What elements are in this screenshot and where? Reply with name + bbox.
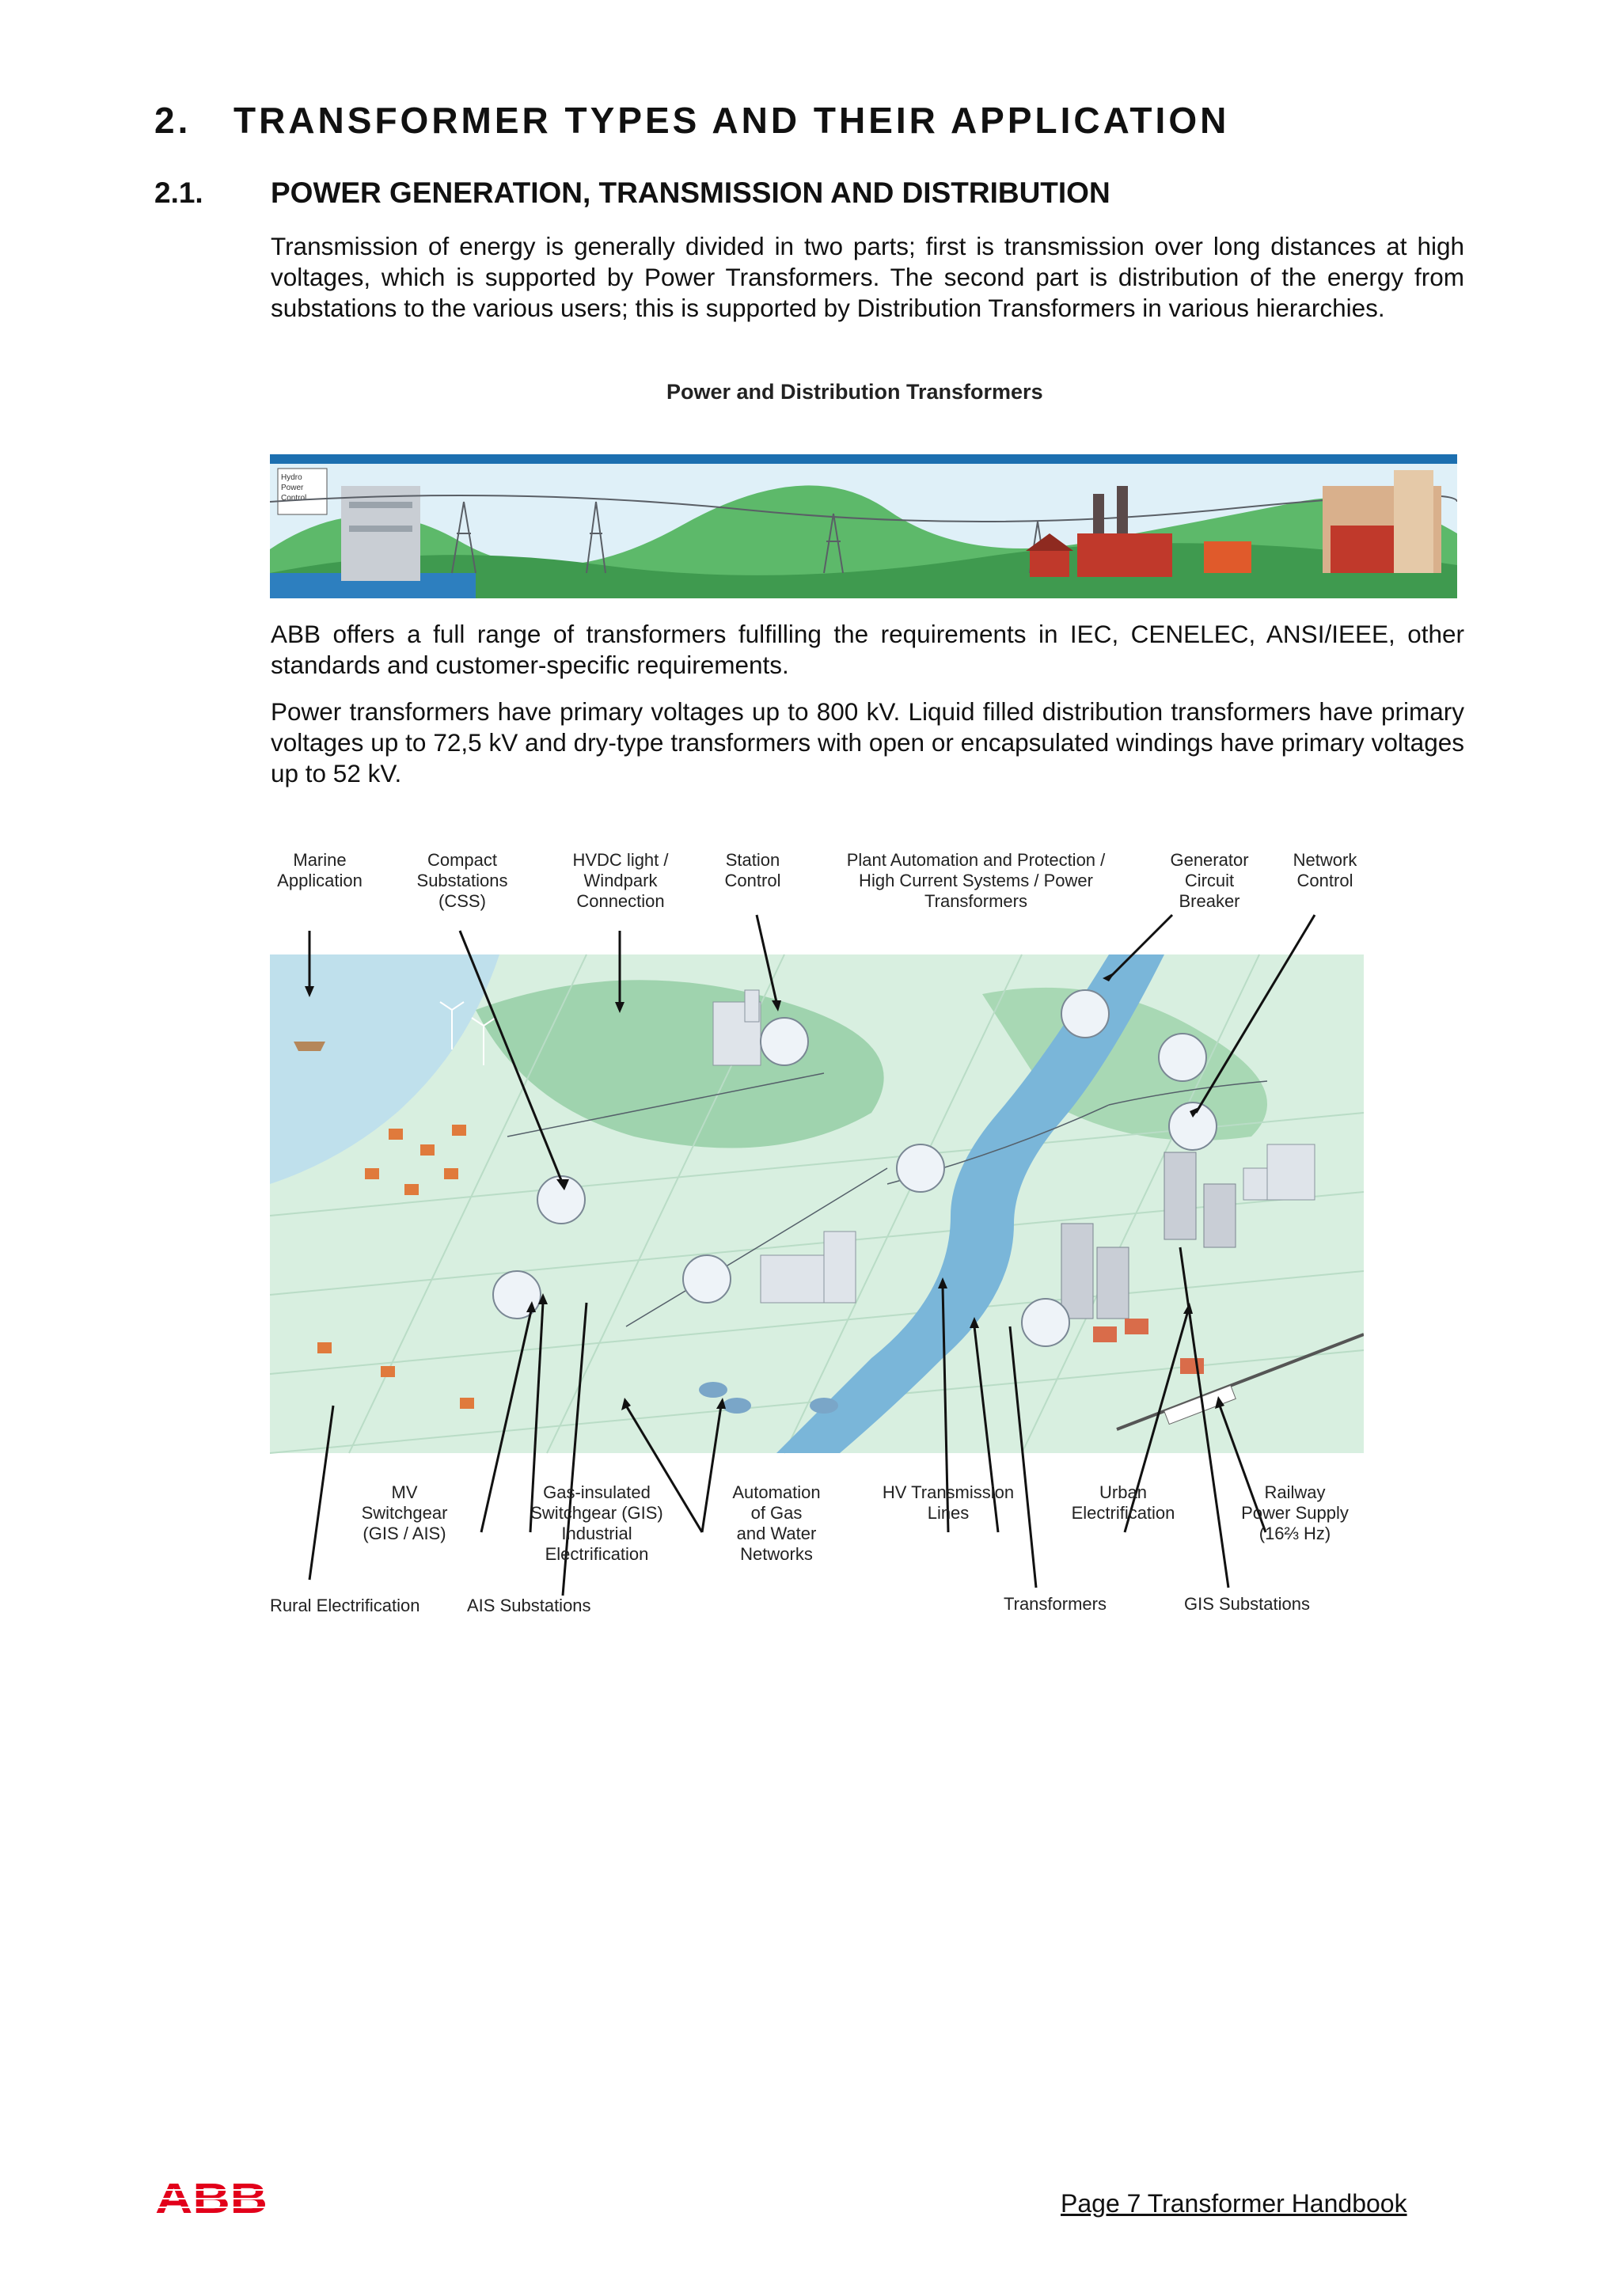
paragraph-standards: ABB offers a full range of transformers fulfilling the requirements in IEC, CENELEC, ANSI/IEEE, other standards and customer-specific requirements.	[271, 620, 1464, 679]
label-network-control: Network Control	[1293, 850, 1357, 890]
label-compact-substations: Compact Substations (CSS)	[416, 850, 508, 911]
label-transformers: Transformers	[1004, 1594, 1107, 1614]
paragraph-transmission: Transmission of energy is generally divided in two parts; first is transmission over long distances at high voltages, which is supported by Power Transformers. The second part is distribution of the energy from substations to the various users; this is supported by Distribution Transformers in various hierarchies.	[271, 232, 1464, 322]
label-gis-substations: GIS Substations	[1184, 1594, 1310, 1614]
banner-sign-line-1: Hydro	[281, 473, 302, 482]
label-generator-circuit-breaker: Generator Circuit Breaker	[1170, 850, 1249, 911]
abb-logo	[155, 2178, 269, 2218]
page-footer: Page 7 Transformer Handbook	[1061, 2189, 1407, 2218]
label-railway-power-supply: Railway Power Supply (16⅔ Hz)	[1241, 1482, 1349, 1543]
subsection-number: 2.1.	[154, 176, 203, 209]
label-hv-transmission-lines: HV Transmission Lines	[882, 1482, 1015, 1523]
section-number: 2.	[154, 100, 192, 141]
label-urban-electrification: Urban Electrification	[1071, 1482, 1175, 1523]
label-marine-application: Marine Application	[277, 850, 363, 890]
label-plant-automation: Plant Automation and Protection / High Current Systems / Power Transformers	[846, 850, 1106, 911]
label-gas-insulated-switchgear: Gas-insulated Switchgear (GIS) Industrial Electrification	[530, 1482, 663, 1564]
section-title: TRANSFORMER TYPES AND THEIR APPLICATION	[233, 100, 1230, 141]
label-automation-gas-water: Automation of Gas and Water Networks	[732, 1482, 821, 1564]
figure-title: Power and Distribution Transformers	[666, 380, 1043, 404]
svg-text:ABB: ABB	[155, 2178, 268, 2218]
subsection-title: POWER GENERATION, TRANSMISSION AND DISTRIBUTION	[271, 176, 1110, 209]
banner-sign-line-2: Power	[281, 484, 304, 492]
label-hvdc-light: HVDC light / Windpark Connection	[572, 850, 669, 911]
section-heading	[154, 99, 1229, 142]
paragraph-voltages: Power transformers have primary voltages up to 800 kV. Liquid filled distribution transformers have primary voltages up to 72,5 kV and dry-type transformers with open or encapsulated windings have primary voltages up to 52 kV.	[271, 697, 1464, 787]
banner-sign-line-3: Control	[281, 494, 307, 503]
label-ais-substations: AIS Substations	[467, 1596, 591, 1615]
power-distribution-banner	[270, 454, 1457, 598]
label-rural-electrification: Rural Electrification	[270, 1596, 420, 1615]
label-station-control: Station Control	[724, 850, 781, 890]
label-mv-switchgear: MV Switchgear (GIS / AIS)	[361, 1482, 448, 1543]
